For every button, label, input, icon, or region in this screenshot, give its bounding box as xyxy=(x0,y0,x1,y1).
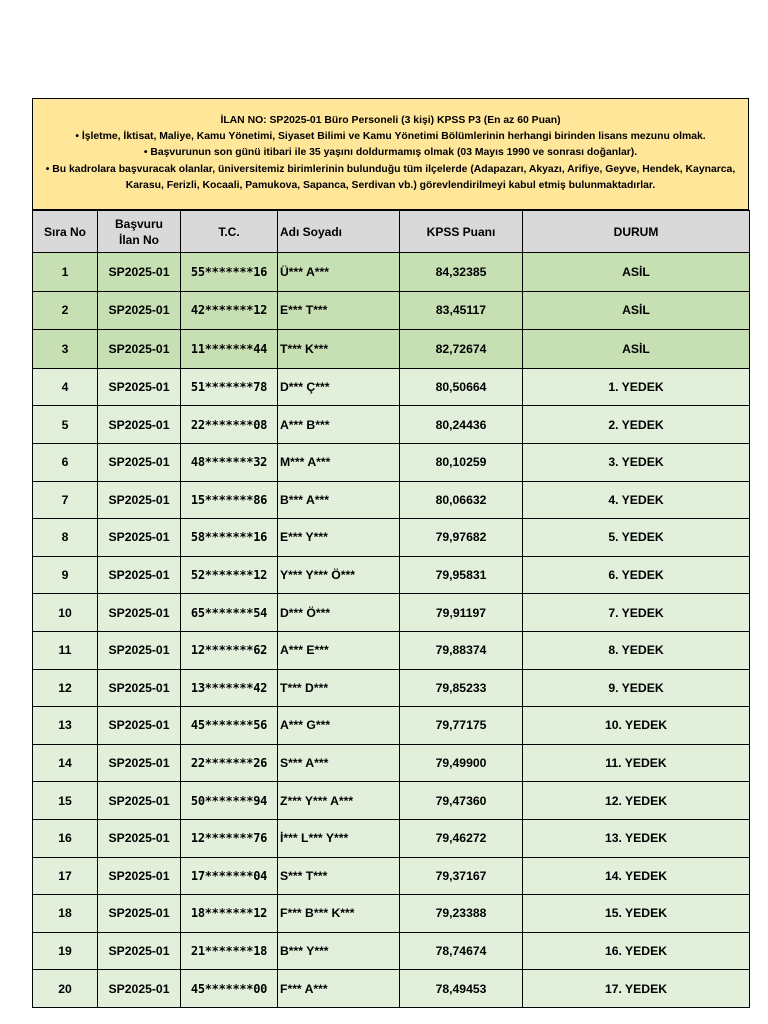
cell-durum: 16. YEDEK xyxy=(523,932,750,970)
cell-kpss-puani: 80,10259 xyxy=(400,443,523,481)
header-kpss-puani: KPSS Puanı xyxy=(400,211,523,253)
notice-requirement-location: • Bu kadrolara başvuracak olanlar, üniversitemiz birimlerinin bulunduğu tüm ilçelerde (Adapazarı, Akyazı, Arifiye, Geyve, Hendek, Kaynarca, Karasu, Ferizli, Kocaali, Pamukova, Sapanca, Serdivan vb.) görevlendirilmeyi kabul etmiş bulunmaktadırlar. xyxy=(45,163,736,191)
table-row xyxy=(33,819,750,857)
cell-tc: 17*******04 xyxy=(181,857,278,895)
cell-kpss-puani: 79,97682 xyxy=(400,519,523,557)
cell-durum: 4. YEDEK xyxy=(523,481,750,519)
cell-durum: 2. YEDEK xyxy=(523,406,750,444)
cell-kpss-puani: 79,23388 xyxy=(400,895,523,933)
cell-tc: 50*******94 xyxy=(181,782,278,820)
cell-adi-soyadi: A*** E*** xyxy=(278,631,400,669)
cell-adi-soyadi: A*** B*** xyxy=(278,406,400,444)
cell-adi-soyadi: F*** B*** K*** xyxy=(278,895,400,933)
cell-ilan-no: SP2025-01 xyxy=(98,895,181,933)
cell-sira-no: 14 xyxy=(33,744,98,782)
header-tc: T.C. xyxy=(181,211,278,253)
table-row xyxy=(33,556,750,594)
cell-sira-no: 19 xyxy=(33,932,98,970)
cell-ilan-no: SP2025-01 xyxy=(98,330,181,369)
cell-tc: 45*******00 xyxy=(181,970,278,1008)
cell-adi-soyadi: F*** A*** xyxy=(278,970,400,1008)
cell-adi-soyadi: D*** Ö*** xyxy=(278,594,400,632)
cell-kpss-puani: 79,49900 xyxy=(400,744,523,782)
cell-adi-soyadi: Ü*** A*** xyxy=(278,253,400,292)
table-row xyxy=(33,481,750,519)
cell-ilan-no: SP2025-01 xyxy=(98,481,181,519)
cell-sira-no: 17 xyxy=(33,857,98,895)
cell-tc: 55*******16 xyxy=(181,253,278,292)
cell-ilan-no: SP2025-01 xyxy=(98,519,181,557)
cell-tc: 22*******08 xyxy=(181,406,278,444)
header-basvuru-line2: İlan No xyxy=(118,232,159,247)
cell-ilan-no: SP2025-01 xyxy=(98,291,181,330)
cell-adi-soyadi: E*** Y*** xyxy=(278,519,400,557)
cell-ilan-no: SP2025-01 xyxy=(98,368,181,406)
announcement-notice xyxy=(32,98,749,210)
cell-tc: 12*******76 xyxy=(181,819,278,857)
header-sira-no: Sıra No xyxy=(33,211,98,253)
cell-sira-no: 12 xyxy=(33,669,98,707)
cell-kpss-puani: 79,37167 xyxy=(400,857,523,895)
cell-sira-no: 16 xyxy=(33,819,98,857)
cell-sira-no: 10 xyxy=(33,594,98,632)
cell-ilan-no: SP2025-01 xyxy=(98,970,181,1008)
table-row xyxy=(33,932,750,970)
cell-tc: 11*******44 xyxy=(181,330,278,369)
cell-ilan-no: SP2025-01 xyxy=(98,857,181,895)
table-row xyxy=(33,253,750,292)
cell-durum: 8. YEDEK xyxy=(523,631,750,669)
cell-kpss-puani: 80,50664 xyxy=(400,368,523,406)
table-row xyxy=(33,857,750,895)
cell-kpss-puani: 80,24436 xyxy=(400,406,523,444)
notice-title: İLAN NO: SP2025-01 Büro Personeli (3 kişi) KPSS P3 (En az 60 Puan) xyxy=(220,115,561,126)
cell-kpss-puani: 79,91197 xyxy=(400,594,523,632)
cell-ilan-no: SP2025-01 xyxy=(98,744,181,782)
cell-adi-soyadi: E*** T*** xyxy=(278,291,400,330)
results-sheet xyxy=(32,98,749,1008)
cell-durum: 6. YEDEK xyxy=(523,556,750,594)
cell-sira-no: 4 xyxy=(33,368,98,406)
table-row xyxy=(33,443,750,481)
header-durum: DURUM xyxy=(523,211,750,253)
cell-durum: 17. YEDEK xyxy=(523,970,750,1008)
cell-sira-no: 11 xyxy=(33,631,98,669)
cell-durum: 11. YEDEK xyxy=(523,744,750,782)
cell-sira-no: 5 xyxy=(33,406,98,444)
cell-tc: 42*******12 xyxy=(181,291,278,330)
cell-ilan-no: SP2025-01 xyxy=(98,932,181,970)
cell-ilan-no: SP2025-01 xyxy=(98,406,181,444)
header-adi-soyadi: Adı Soyadı xyxy=(278,211,400,253)
cell-ilan-no: SP2025-01 xyxy=(98,594,181,632)
cell-adi-soyadi: A*** G*** xyxy=(278,707,400,745)
cell-tc: 15*******86 xyxy=(181,481,278,519)
cell-tc: 12*******62 xyxy=(181,631,278,669)
cell-kpss-puani: 79,47360 xyxy=(400,782,523,820)
cell-durum: 13. YEDEK xyxy=(523,819,750,857)
cell-adi-soyadi: M*** A*** xyxy=(278,443,400,481)
cell-ilan-no: SP2025-01 xyxy=(98,253,181,292)
cell-tc: 45*******56 xyxy=(181,707,278,745)
cell-adi-soyadi: T*** K*** xyxy=(278,330,400,369)
notice-requirement-education: • İşletme, İktisat, Maliye, Kamu Yönetimi, Siyaset Bilimi ve Kamu Yönetimi Bölümlerinin herhangi birinden lisans mezunu olmak. xyxy=(75,131,706,143)
cell-tc: 48*******32 xyxy=(181,443,278,481)
cell-adi-soyadi: T*** D*** xyxy=(278,669,400,707)
table-row xyxy=(33,707,750,745)
cell-sira-no: 18 xyxy=(33,895,98,933)
cell-kpss-puani: 79,77175 xyxy=(400,707,523,745)
cell-sira-no: 8 xyxy=(33,519,98,557)
cell-sira-no: 2 xyxy=(33,291,98,330)
cell-durum: ASİL xyxy=(523,291,750,330)
results-table xyxy=(32,210,750,1008)
cell-sira-no: 6 xyxy=(33,443,98,481)
cell-tc: 22*******26 xyxy=(181,744,278,782)
cell-durum: 12. YEDEK xyxy=(523,782,750,820)
table-row xyxy=(33,368,750,406)
cell-adi-soyadi: D*** Ç*** xyxy=(278,368,400,406)
cell-sira-no: 1 xyxy=(33,253,98,292)
cell-ilan-no: SP2025-01 xyxy=(98,669,181,707)
cell-durum: ASİL xyxy=(523,253,750,292)
cell-kpss-puani: 84,32385 xyxy=(400,253,523,292)
cell-adi-soyadi: B*** Y*** xyxy=(278,932,400,970)
cell-adi-soyadi: İ*** L*** Y*** xyxy=(278,819,400,857)
cell-kpss-puani: 83,45117 xyxy=(400,291,523,330)
table-header-row xyxy=(33,211,750,253)
cell-ilan-no: SP2025-01 xyxy=(98,819,181,857)
table-row xyxy=(33,406,750,444)
cell-durum: 5. YEDEK xyxy=(523,519,750,557)
cell-kpss-puani: 82,72674 xyxy=(400,330,523,369)
cell-tc: 18*******12 xyxy=(181,895,278,933)
cell-adi-soyadi: Z*** Y*** A*** xyxy=(278,782,400,820)
cell-adi-soyadi: S*** T*** xyxy=(278,857,400,895)
cell-kpss-puani: 78,74674 xyxy=(400,932,523,970)
cell-kpss-puani: 79,95831 xyxy=(400,556,523,594)
table-body xyxy=(33,253,750,1008)
table-row xyxy=(33,291,750,330)
cell-durum: 15. YEDEK xyxy=(523,895,750,933)
cell-tc: 52*******12 xyxy=(181,556,278,594)
cell-tc: 13*******42 xyxy=(181,669,278,707)
table-row xyxy=(33,744,750,782)
cell-tc: 65*******54 xyxy=(181,594,278,632)
table-row xyxy=(33,330,750,369)
cell-ilan-no: SP2025-01 xyxy=(98,707,181,745)
cell-sira-no: 3 xyxy=(33,330,98,369)
cell-kpss-puani: 80,06632 xyxy=(400,481,523,519)
cell-sira-no: 13 xyxy=(33,707,98,745)
cell-durum: 10. YEDEK xyxy=(523,707,750,745)
header-basvuru-line1: Başvuru xyxy=(114,216,164,231)
table-row xyxy=(33,895,750,933)
header-basvuru-ilan-no xyxy=(98,211,181,253)
cell-tc: 58*******16 xyxy=(181,519,278,557)
cell-ilan-no: SP2025-01 xyxy=(98,631,181,669)
cell-kpss-puani: 79,85233 xyxy=(400,669,523,707)
cell-adi-soyadi: S*** A*** xyxy=(278,744,400,782)
cell-tc: 21*******18 xyxy=(181,932,278,970)
table-row xyxy=(33,669,750,707)
cell-durum: 9. YEDEK xyxy=(523,669,750,707)
cell-ilan-no: SP2025-01 xyxy=(98,782,181,820)
table-row xyxy=(33,519,750,557)
cell-sira-no: 20 xyxy=(33,970,98,1008)
cell-durum: 3. YEDEK xyxy=(523,443,750,481)
cell-kpss-puani: 79,46272 xyxy=(400,819,523,857)
table-row xyxy=(33,631,750,669)
cell-durum: 1. YEDEK xyxy=(523,368,750,406)
cell-durum: 14. YEDEK xyxy=(523,857,750,895)
cell-tc: 51*******78 xyxy=(181,368,278,406)
cell-sira-no: 9 xyxy=(33,556,98,594)
cell-adi-soyadi: B*** A*** xyxy=(278,481,400,519)
cell-durum: 7. YEDEK xyxy=(523,594,750,632)
cell-ilan-no: SP2025-01 xyxy=(98,556,181,594)
cell-kpss-puani: 78,49453 xyxy=(400,970,523,1008)
notice-requirement-age: • Başvurunun son günü itibari ile 35 yaşını doldurmamış olmak (03 Mayıs 1990 ve sonrası doğanlar). xyxy=(143,147,638,159)
cell-adi-soyadi: Y*** Y*** Ö*** xyxy=(278,556,400,594)
table-row xyxy=(33,594,750,632)
cell-kpss-puani: 79,88374 xyxy=(400,631,523,669)
cell-sira-no: 15 xyxy=(33,782,98,820)
table-row xyxy=(33,970,750,1008)
cell-sira-no: 7 xyxy=(33,481,98,519)
cell-durum: ASİL xyxy=(523,330,750,369)
table-row xyxy=(33,782,750,820)
cell-ilan-no: SP2025-01 xyxy=(98,443,181,481)
